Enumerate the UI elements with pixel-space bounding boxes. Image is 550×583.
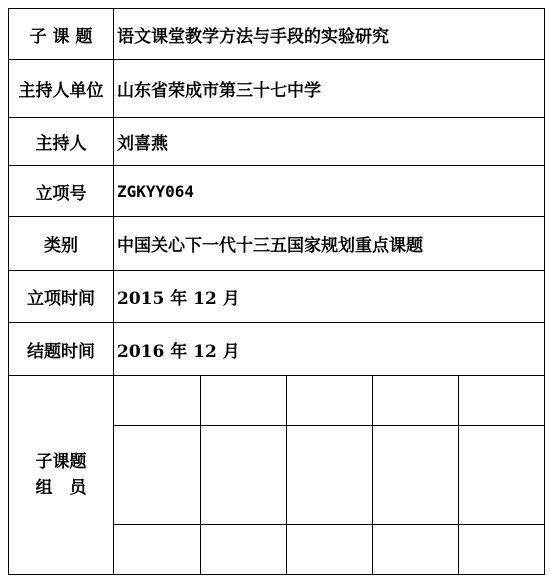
member-slot (200, 426, 286, 525)
label-start-date: 立项时间 (9, 271, 114, 323)
form-row-members (9, 376, 545, 575)
value-end-date: 2016 年 12 月 (114, 323, 545, 376)
member-slot (286, 525, 372, 575)
member-slot (114, 426, 200, 525)
label-project-number: 立项号 (9, 166, 114, 217)
subproject-info-form (8, 8, 545, 575)
label-members (9, 376, 114, 575)
value-project-number: ZGKYY064 (114, 166, 545, 217)
members-grid-row (114, 426, 544, 525)
member-slot (458, 426, 544, 525)
form-row-start-date (9, 271, 545, 323)
member-slot (114, 376, 200, 426)
form-row-host-unit (9, 60, 545, 118)
form-row-end-date (9, 323, 545, 376)
label-members-line1: 子课题 (35, 452, 87, 472)
member-slot (114, 525, 200, 575)
value-subproject-title: 语文课堂教学方法与手段的实验研究 (114, 9, 545, 60)
value-start-date: 2015 年 12 月 (114, 271, 545, 323)
member-slot (458, 376, 544, 426)
label-subproject: 子 课 题 (9, 9, 114, 60)
value-category: 中国关心下一代十三五国家规划重点课题 (114, 217, 545, 271)
member-slot (200, 376, 286, 426)
member-slot (286, 376, 372, 426)
value-host-unit: 山东省荣成市第三十七中学 (114, 60, 545, 118)
members-grid-row (114, 525, 544, 575)
member-slot (200, 525, 286, 575)
label-end-date: 结题时间 (9, 323, 114, 376)
form-row-project-number (9, 166, 545, 217)
form-row-subproject (9, 9, 545, 60)
members-grid (114, 376, 544, 574)
members-grid-row (114, 376, 544, 426)
label-host-unit: 主持人单位 (9, 60, 114, 118)
member-slot (372, 376, 458, 426)
form-row-host (9, 118, 545, 166)
label-members-line2: 组 员 (35, 478, 87, 498)
members-grid-cell (114, 376, 545, 575)
member-slot (458, 525, 544, 575)
member-slot (372, 426, 458, 525)
value-host-name: 刘喜燕 (114, 118, 545, 166)
label-host: 主持人 (9, 118, 114, 166)
form-row-category (9, 217, 545, 271)
label-category: 类别 (9, 217, 114, 271)
member-slot (286, 426, 372, 525)
member-slot (372, 525, 458, 575)
